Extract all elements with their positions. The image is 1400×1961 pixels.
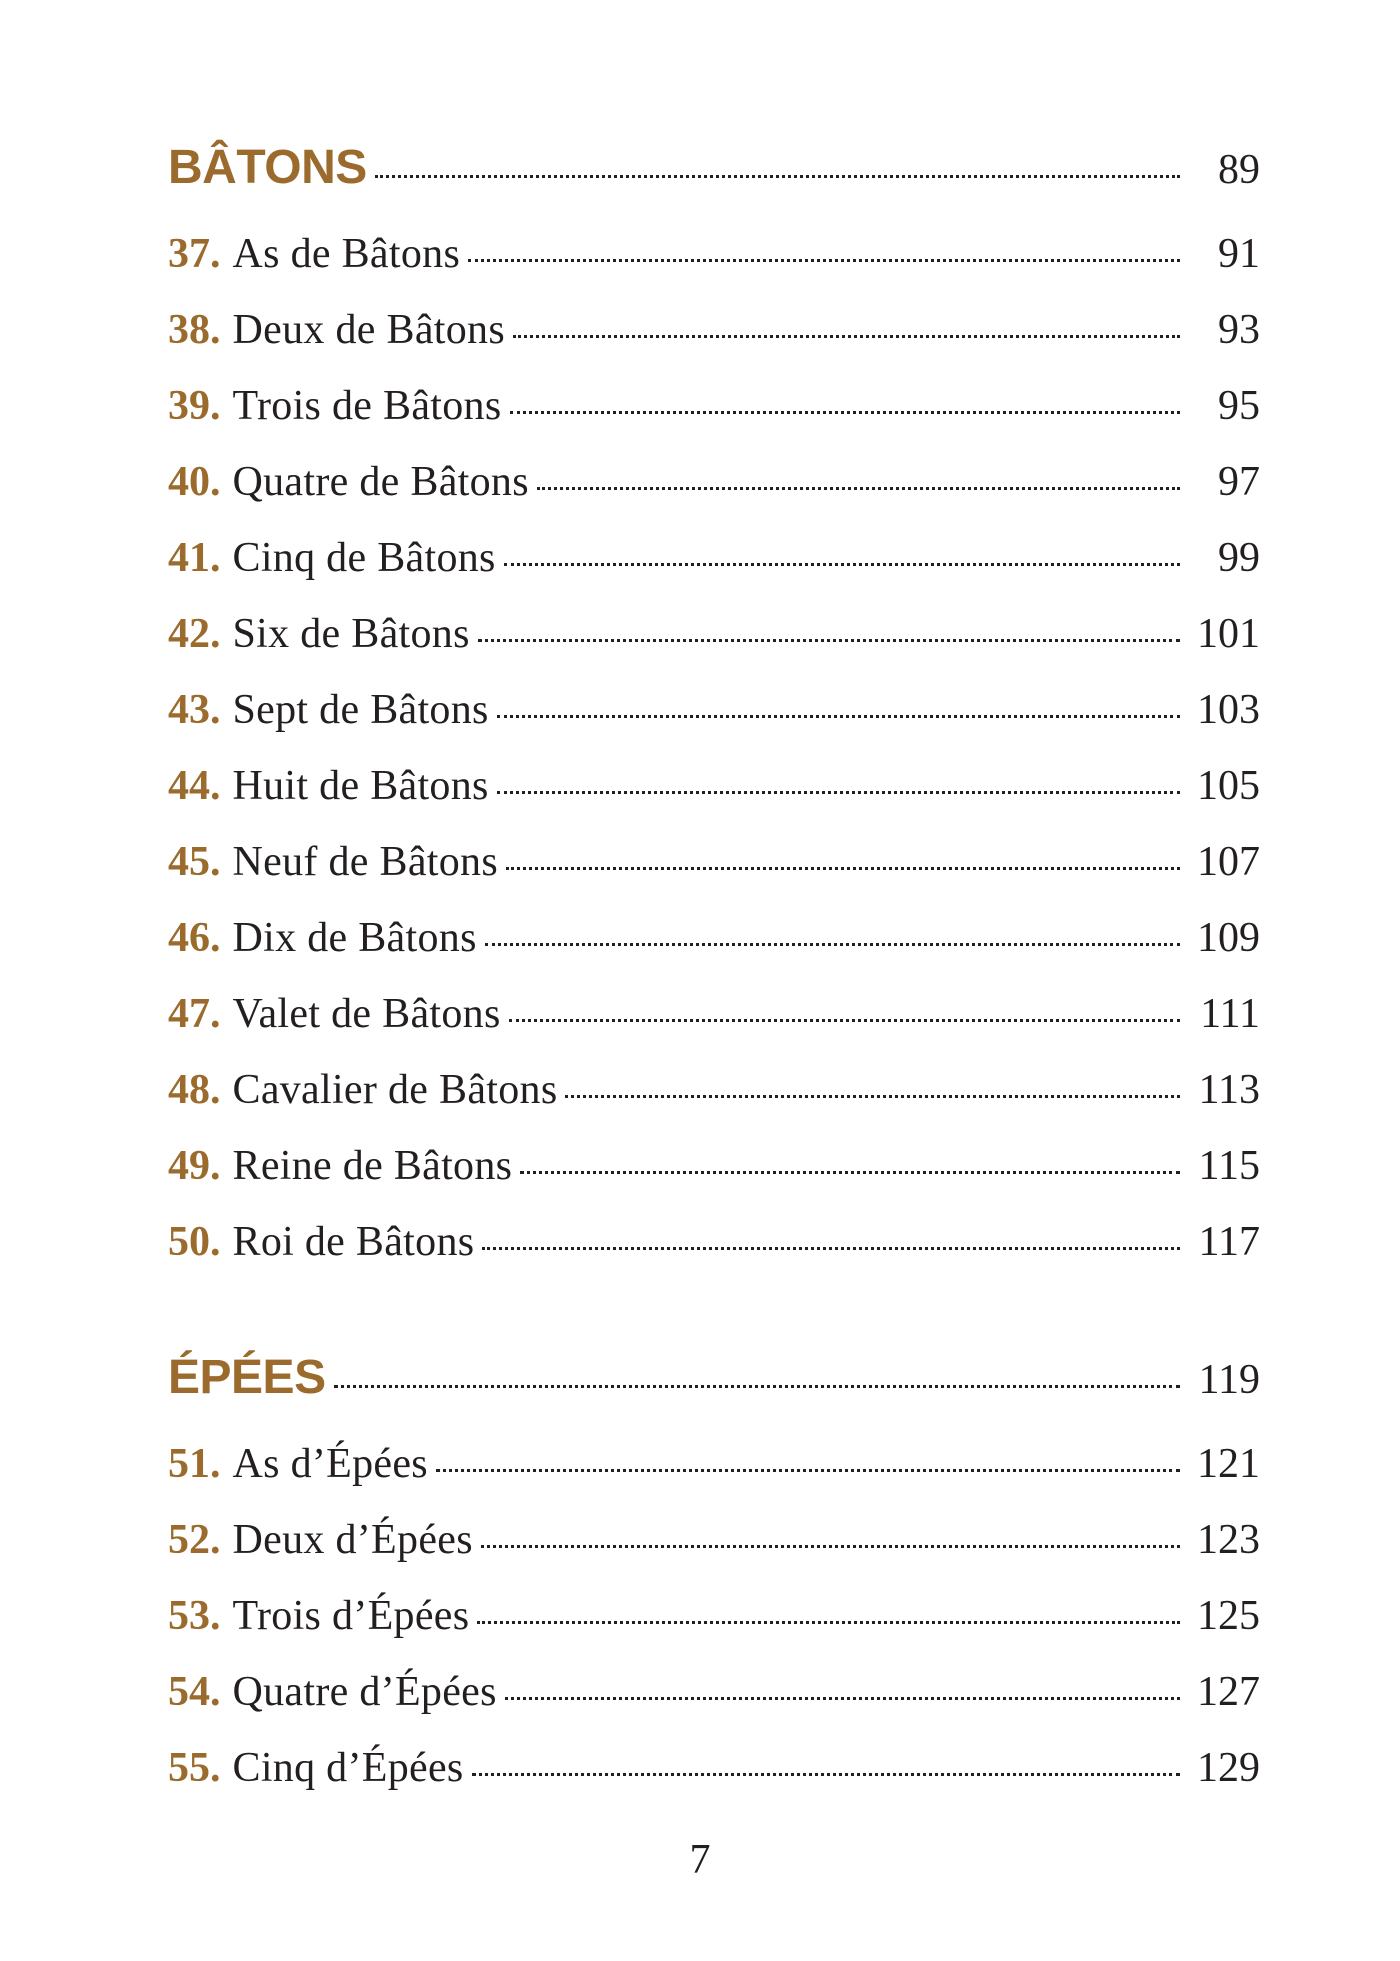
section-title: BÂTONS xyxy=(168,141,367,194)
toc-entry[interactable] xyxy=(168,1516,1260,1592)
entry-number: 37. xyxy=(168,231,221,277)
entry-page-number: 93 xyxy=(1218,307,1260,353)
entry-title: As de Bâtons xyxy=(232,231,461,277)
entry-title: Huit de Bâtons xyxy=(232,763,489,809)
dot-leader xyxy=(472,1773,1180,1776)
entry-number: 43. xyxy=(168,687,221,733)
entry-number: 42. xyxy=(168,611,221,657)
entry-number: 50. xyxy=(168,1219,221,1265)
entry-page-number: 111 xyxy=(1200,991,1260,1037)
entry-number: 55. xyxy=(168,1745,221,1791)
section-page-number: 119 xyxy=(1198,1357,1260,1403)
toc-entry[interactable] xyxy=(168,458,1260,534)
entry-title: Cinq de Bâtons xyxy=(232,535,496,581)
dot-leader xyxy=(478,639,1180,642)
entry-title: As d’Épées xyxy=(232,1441,428,1487)
entry-title: Neuf de Bâtons xyxy=(232,839,498,885)
toc-entry[interactable] xyxy=(168,306,1260,382)
entry-number: 53. xyxy=(168,1593,221,1639)
entry-number: 39. xyxy=(168,383,221,429)
entry-title: Cavalier de Bâtons xyxy=(232,1067,558,1113)
dot-leader xyxy=(497,715,1180,718)
entry-page-number: 129 xyxy=(1197,1745,1260,1791)
toc-section-heading[interactable] xyxy=(168,140,1260,220)
dot-leader xyxy=(477,1621,1180,1624)
section-title: ÉPÉES xyxy=(168,1351,326,1404)
entry-number: 45. xyxy=(168,839,221,885)
dot-leader xyxy=(504,563,1180,566)
section-page-number: 89 xyxy=(1218,147,1260,193)
toc-entry[interactable] xyxy=(168,1218,1260,1294)
entry-number: 41. xyxy=(168,535,221,581)
dot-leader xyxy=(537,487,1180,490)
toc-entry[interactable] xyxy=(168,534,1260,610)
entry-page-number: 91 xyxy=(1218,231,1260,277)
table-of-contents xyxy=(168,140,1260,1820)
entry-title: Quatre de Bâtons xyxy=(232,459,529,505)
entry-page-number: 109 xyxy=(1197,915,1260,961)
entry-page-number: 99 xyxy=(1218,535,1260,581)
toc-entry[interactable] xyxy=(168,382,1260,458)
entry-title: Sept de Bâtons xyxy=(232,687,489,733)
toc-entry[interactable] xyxy=(168,1744,1260,1820)
entry-number: 40. xyxy=(168,459,221,505)
entry-title: Roi de Bâtons xyxy=(232,1219,475,1265)
entry-title: Six de Bâtons xyxy=(232,611,470,657)
dot-leader xyxy=(482,1247,1180,1250)
dot-leader xyxy=(520,1171,1180,1174)
entry-number: 47. xyxy=(168,991,221,1037)
entry-title: Trois d’Épées xyxy=(232,1593,470,1639)
dot-leader xyxy=(506,867,1180,870)
entry-number: 44. xyxy=(168,763,221,809)
toc-entry[interactable] xyxy=(168,1592,1260,1668)
dot-leader xyxy=(497,791,1180,794)
dot-leader xyxy=(481,1545,1180,1548)
dot-leader xyxy=(510,411,1181,414)
entry-page-number: 101 xyxy=(1197,611,1260,657)
entry-number: 46. xyxy=(168,915,221,961)
entry-number: 48. xyxy=(168,1067,221,1113)
entry-page-number: 123 xyxy=(1197,1517,1260,1563)
toc-section-heading[interactable] xyxy=(168,1350,1260,1430)
dot-leader xyxy=(334,1385,1180,1388)
entry-title: Deux d’Épées xyxy=(232,1517,473,1563)
dot-leader xyxy=(565,1095,1180,1098)
toc-entry[interactable] xyxy=(168,838,1260,914)
dot-leader xyxy=(485,943,1180,946)
toc-entry[interactable] xyxy=(168,990,1260,1066)
toc-entry[interactable] xyxy=(168,762,1260,838)
toc-entry[interactable] xyxy=(168,1142,1260,1218)
toc-entry[interactable] xyxy=(168,1440,1260,1516)
entry-page-number: 95 xyxy=(1218,383,1260,429)
dot-leader xyxy=(505,1697,1180,1700)
dot-leader xyxy=(468,259,1180,262)
entry-title: Valet de Bâtons xyxy=(232,991,501,1037)
entry-title: Quatre d’Épées xyxy=(232,1669,497,1715)
entry-number: 38. xyxy=(168,307,221,353)
entry-page-number: 97 xyxy=(1218,459,1260,505)
toc-entry[interactable] xyxy=(168,230,1260,306)
toc-entry[interactable] xyxy=(168,686,1260,762)
dot-leader xyxy=(436,1469,1180,1472)
dot-leader xyxy=(509,1019,1180,1022)
entry-title: Trois de Bâtons xyxy=(232,383,502,429)
entry-page-number: 113 xyxy=(1198,1067,1260,1113)
entry-page-number: 115 xyxy=(1198,1143,1260,1189)
dot-leader xyxy=(513,335,1180,338)
entry-page-number: 127 xyxy=(1197,1669,1260,1715)
toc-entry[interactable] xyxy=(168,1066,1260,1142)
entry-page-number: 105 xyxy=(1197,763,1260,809)
dot-leader xyxy=(375,175,1180,178)
entry-title: Dix de Bâtons xyxy=(232,915,477,961)
entry-page-number: 117 xyxy=(1198,1219,1260,1265)
entry-number: 52. xyxy=(168,1517,221,1563)
entry-number: 51. xyxy=(168,1441,221,1487)
entry-title: Cinq d’Épées xyxy=(232,1745,464,1791)
entry-page-number: 121 xyxy=(1197,1441,1260,1487)
toc-entry[interactable] xyxy=(168,610,1260,686)
entry-title: Deux de Bâtons xyxy=(232,307,505,353)
entry-number: 54. xyxy=(168,1669,221,1715)
toc-entry[interactable] xyxy=(168,914,1260,990)
entry-page-number: 103 xyxy=(1197,687,1260,733)
entry-title: Reine de Bâtons xyxy=(232,1143,513,1189)
entry-number: 49. xyxy=(168,1143,221,1189)
page-number: 7 xyxy=(689,1837,711,1883)
entry-page-number: 125 xyxy=(1197,1593,1260,1639)
toc-entry[interactable] xyxy=(168,1668,1260,1744)
entry-page-number: 107 xyxy=(1197,839,1260,885)
